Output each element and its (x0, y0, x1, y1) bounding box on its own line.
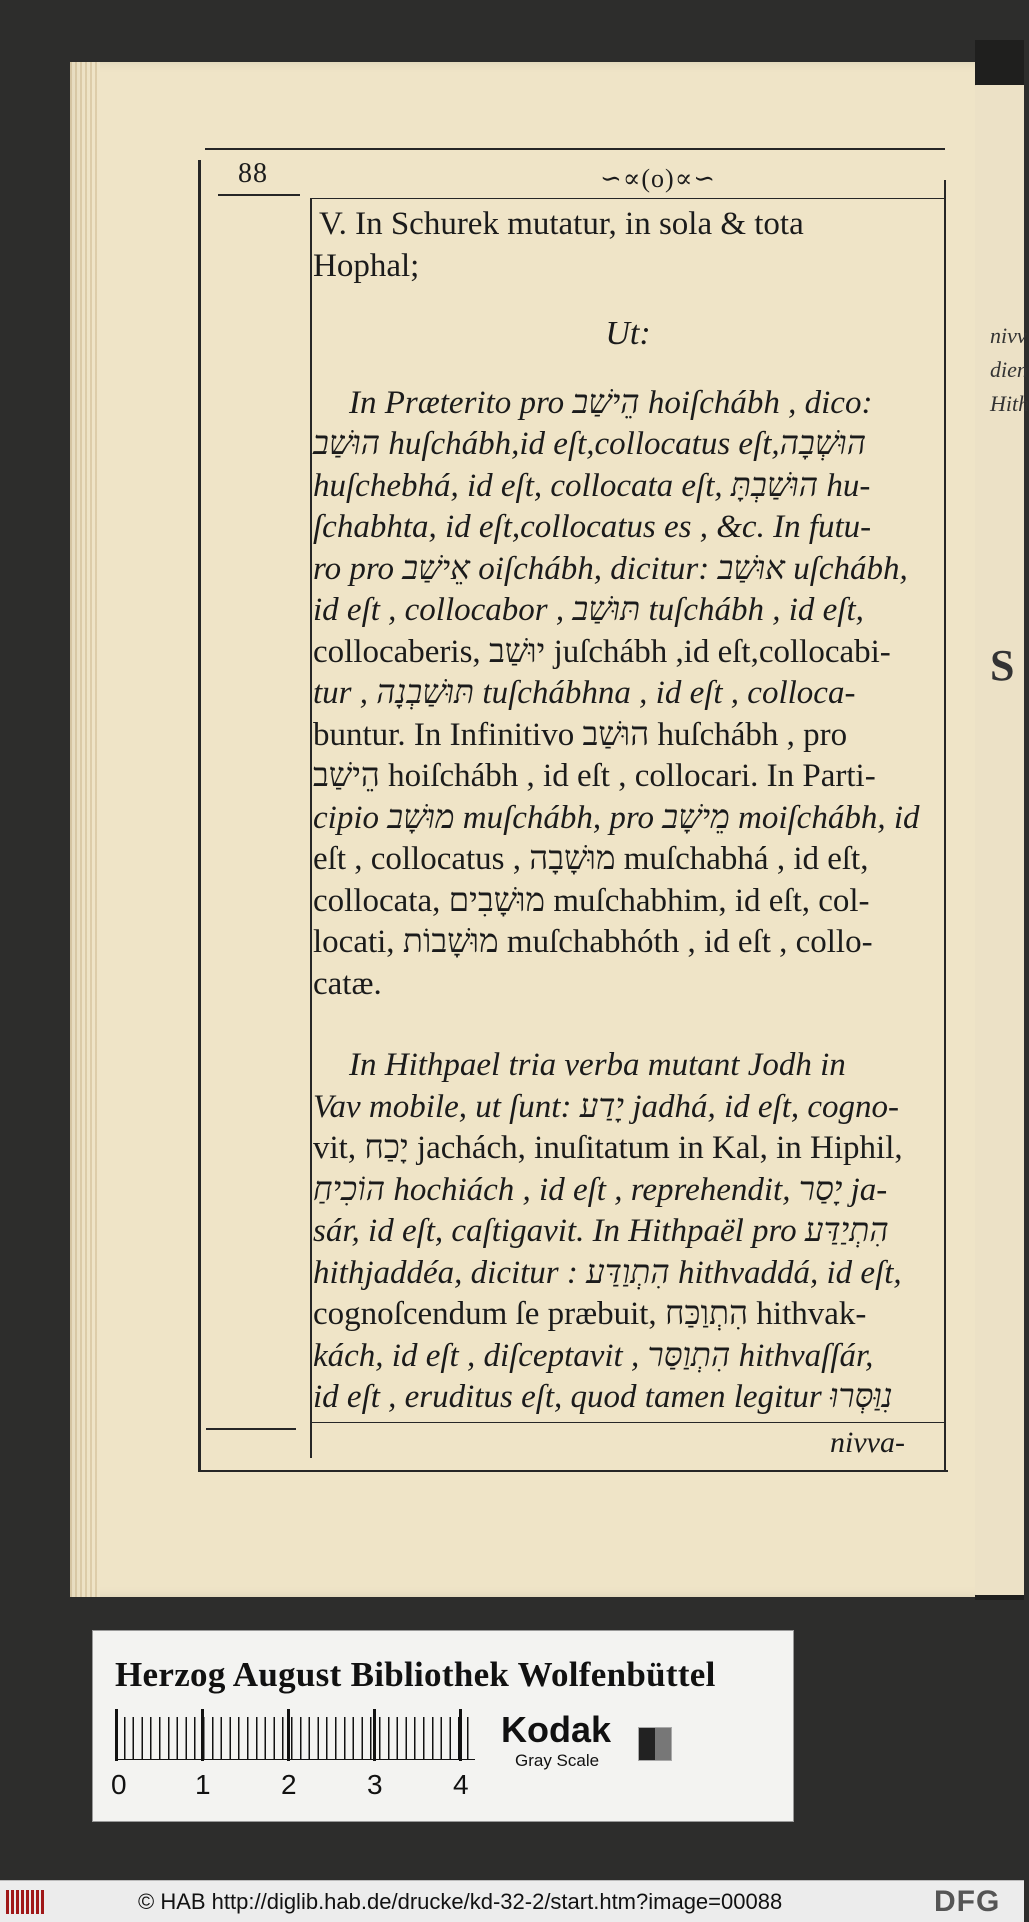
text-line: huſchebhá, id eſt, collocata eſt, הוּשַׁבְתָּ hu- (313, 467, 871, 504)
text-line: ro pro אֵישַׁב oiſchábh, dicitur: אוּשַׁב uſchábh, (313, 550, 908, 587)
copyright-link[interactable]: © HAB http://diglib.hab.de/drucke/kd-32-2/start.htm?image=00088 (138, 1889, 783, 1914)
scale-number: 2 (281, 1769, 297, 1800)
text-line: locati, מוּשָׁבוֹת muſchabhóth , id eſt , collo- (313, 924, 873, 960)
text-line: id eſt , collocabor , תּוּשַׁב tuſchábh , id eſt, (313, 592, 864, 628)
text-line: Ut: (605, 315, 651, 352)
kodak-brand: Kodak (501, 1709, 612, 1750)
text-line: הוּשַׁב huſchábh,id eſt,collocatus eſt,הוּשְׁבָה (313, 426, 867, 462)
page-number: 88 (238, 158, 268, 189)
frame-rule (206, 1428, 296, 1430)
frame-rule (944, 180, 946, 1470)
text-line: collocata, מוּשָׁבִים muſchabhim, id eſt, col- (313, 882, 870, 919)
dfg-logo: DFG (934, 1885, 1001, 1918)
text-line: kách, id eſt , diſceptavit , הִתְוַסַּר hithvaſſár, (313, 1337, 874, 1374)
page-edges (70, 62, 100, 1597)
text-line: id eſt , eruditus eſt, quod tamen legitur נִוַּסְּרוּ (313, 1379, 893, 1415)
text-line: Vav mobile, ut ſunt: יָדַע jadhá, id eſt, cogno- (313, 1088, 900, 1125)
facing-page (970, 85, 1029, 1595)
header-ornament: ∽∝(o)∝∽ (600, 164, 717, 193)
scale-number: 4 (453, 1769, 469, 1800)
text-line: vit, יָכַח jachách, inuſitatum in Kal, in Hiphil, (313, 1130, 903, 1166)
text-line: cognoſcendum ſe præbuit, הִתְוַכַּח hithvak- (313, 1296, 867, 1332)
facing-fragment: nivv (990, 323, 1027, 348)
footer-bar (0, 1880, 1024, 1922)
text-line: הֵישַׁב hoiſchábh , id eſt , collocari. In Parti- (313, 758, 876, 794)
scale-number: 1 (195, 1769, 211, 1800)
scale-tick (115, 1709, 118, 1761)
page-number-rule (218, 194, 300, 196)
facing-fragment: dien (990, 357, 1028, 382)
frame-rule (310, 1422, 946, 1423)
frame-rule (205, 148, 945, 150)
frame-rule (310, 198, 312, 1458)
text-line: eſt , collocatus , מוּשָׁבָה muſchabhá , id eſt, (313, 841, 869, 877)
text-line: catæ. (313, 965, 382, 1002)
frame-rule (310, 198, 946, 199)
scale-number: 0 (111, 1769, 127, 1800)
text-line: cipio מוּשָׁב muſchábh, pro מֵישָׁב moiſchábh, id (313, 799, 920, 836)
barcode-logo-icon (6, 1890, 44, 1914)
gray-swatch (638, 1727, 672, 1761)
text-line: ſchabhta, id eſt,collocatus es , &c. In futu- (313, 509, 872, 545)
facing-fragment: S (990, 641, 1015, 690)
text-line: In Hithpael tria verba mutant Jodh in (349, 1047, 846, 1083)
facing-fragment: Hith (990, 391, 1029, 416)
text-line: buntur. In Infinitivo הוּשַׁב huſchábh , pro (313, 716, 848, 753)
scale-tick (459, 1709, 462, 1761)
text-line: sár, id eſt, caſtigavit. In Hithpaël pro הִתְיַדַּע (313, 1213, 889, 1249)
text-line: tur , תּוּשַׁבְנָה tuſchábhna , id eſt , colloca- (313, 675, 856, 711)
text-line: In Præterito pro הֵישַׁב hoiſchábh , dico: (349, 384, 873, 421)
body-text (313, 204, 943, 1419)
text-line: הוֹכִיחַ hochiách , id eſt , reprehendit, יָסַר ja- (313, 1171, 888, 1208)
reference-card (92, 1630, 794, 1822)
catchword: nivva- (830, 1426, 905, 1459)
text-line: hithjaddéa, dicitur : הִתְוַדַּע hithvaddá, id eſt, (313, 1254, 902, 1291)
measurement-scale (115, 1717, 475, 1760)
text-line: collocaberis, יוּשַׁב juſchábh ,id eſt,collocabi- (313, 633, 891, 670)
scale-tick (287, 1709, 290, 1761)
text-line: V. In Schurek mutatur, in sola & tota (319, 206, 804, 242)
text-line: Hophal; (313, 247, 420, 284)
scale-tick (373, 1709, 376, 1761)
scale-number: 3 (367, 1769, 383, 1800)
library-name: Herzog August Bibliothek Wolfenbüttel (115, 1655, 716, 1694)
scale-tick (201, 1709, 204, 1761)
gray-scale-label: Gray Scale (515, 1751, 600, 1770)
